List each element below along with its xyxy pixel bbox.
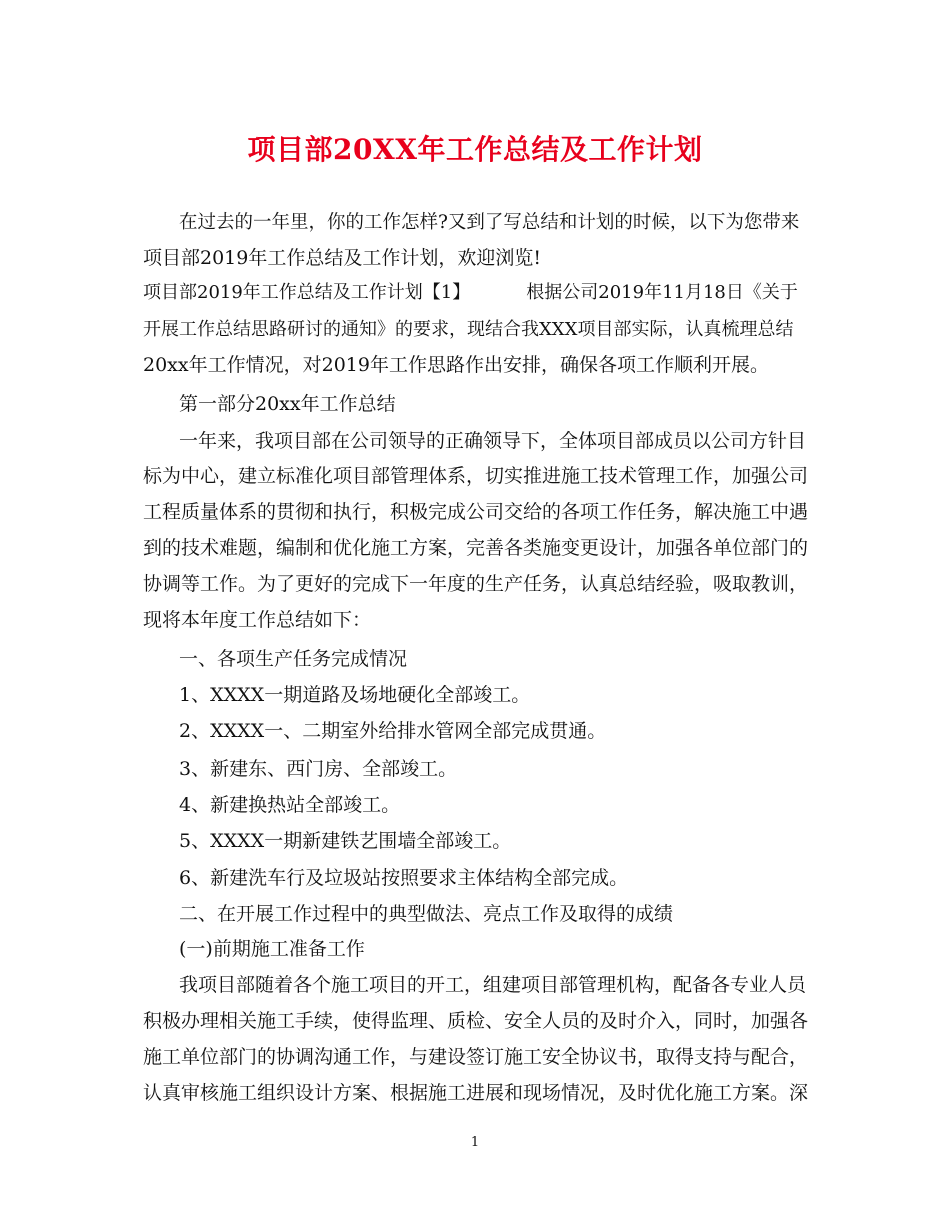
list-item: 2、XXXX一、二期室外给排水管网全部完成贯通。 bbox=[179, 720, 607, 742]
subsection-heading: (一)前期施工准备工作 bbox=[179, 938, 365, 960]
paragraph-line: 20xx年工作情况，对2019年工作思路作出安排，确保各项工作顺利开展。 bbox=[143, 354, 769, 376]
paragraph-line: 根据公司2019年11月18日《关于 bbox=[526, 282, 798, 303]
paragraph-line: 项目部2019年工作总结及工作计划，欢迎浏览! bbox=[143, 247, 541, 269]
section-heading: 二、在开展工作过程中的典型做法、亮点工作及取得的成绩 bbox=[179, 903, 674, 925]
paragraph-line: 在过去的一年里，你的工作怎样?又到了写总结和计划的时候，以下为您带来 bbox=[179, 212, 800, 233]
paragraph-line: 到的技术难题，编制和优化施工方案，完善各类施变更设计，加强各单位部门的 bbox=[143, 537, 809, 559]
paragraph-line: 我项目部随着各个施工项目的开工，组建项目部管理机构，配备各专业人员 bbox=[179, 974, 807, 996]
paragraph-line: 积极办理相关施工手续，使得监理、质检、安全人员的及时介入，同时，加强各 bbox=[143, 1010, 809, 1032]
paragraph-line: 一年来，我项目部在公司领导的正确领导下，全体项目部成员以公司方针目 bbox=[179, 430, 807, 452]
paragraph-line: 开展工作总结思路研讨的通知》的要求，现结合我XXX项目部实际，认真梳理总结 bbox=[143, 319, 794, 340]
section-heading-1: 项目部2019年工作总结及工作计划【1】 bbox=[143, 282, 471, 303]
paragraph-line-combined bbox=[143, 281, 808, 305]
list-item: 4、新建换热站全部竣工。 bbox=[179, 794, 401, 816]
paragraph-line: 现将本年度工作总结如下： bbox=[143, 609, 372, 631]
page-number: 1 bbox=[470, 1135, 480, 1150]
list-item: 1、XXXX一期道路及场地硬化全部竣工。 bbox=[179, 684, 531, 706]
section-heading: 第一部分20xx年工作总结 bbox=[179, 393, 396, 415]
paragraph-line: 协调等工作。为了更好的完成下一年度的生产任务，认真总结经验，吸取教训， bbox=[143, 573, 809, 595]
paragraph-line: 工程质量体系的贯彻和执行，积极完成公司交给的各项工作任务，解决施工中遇 bbox=[143, 501, 809, 523]
document-title: 项目部20XX年工作总结及工作计划 bbox=[247, 133, 703, 166]
paragraph-line: 标为中心，建立标准化项目部管理体系，切实推进施工技术管理工作，加强公司 bbox=[143, 465, 809, 487]
paragraph-line: 施工单位部门的协调沟通工作，与建设签订施工安全协议书，取得支持与配合， bbox=[143, 1046, 809, 1068]
list-item: 6、新建洗车行及垃圾站按照要求主体结构全部完成。 bbox=[179, 867, 629, 889]
list-item: 5、XXXX一期新建铁艺围墙全部竣工。 bbox=[179, 830, 512, 852]
paragraph-line: 认真审核施工组织设计方案、根据施工进展和现场情况，及时优化施工方案。深 bbox=[143, 1082, 809, 1104]
list-item: 3、新建东、西门房、全部竣工。 bbox=[179, 758, 458, 780]
section-heading: 一、各项生产任务完成情况 bbox=[179, 648, 408, 670]
